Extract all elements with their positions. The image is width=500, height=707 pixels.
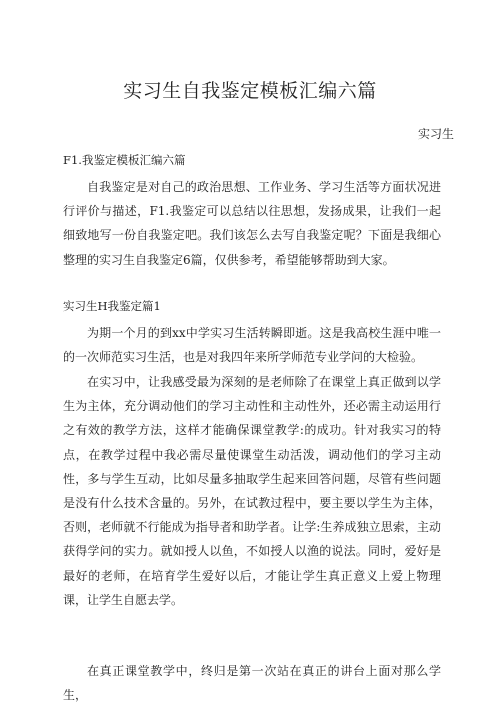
section-heading: F1.我鉴定模板汇编六篇 xyxy=(63,153,186,167)
document-title: 实习生自我鉴定模板汇编六篇 xyxy=(123,80,377,102)
body-paragraph-1: 为期一个月的到xx中学实习生活转瞬即逝。这是我高校生涯中唯一的一次师范实习生活，也是对我四年来所学师范专业学问的大检验。 xyxy=(63,326,441,365)
article-heading: 实习生H我鉴定篇1 xyxy=(63,299,161,313)
body-paragraph-3: 在真正课堂教学中，终归是第一次站在真正的讲台上面对那么学生， xyxy=(63,664,441,703)
body-paragraph-2: 在实习中，让我感受最为深刻的是老师除了在课堂上真正做到以学生为主体，充分调动他们的学习主动性和主动性外，还必需主动运用行之有效的教学方法，这样才能确保课堂教学:的成功。针对我实习的特点，在教学过程中我必需尽量使课堂生动活泼，调动他们的学习主动性，多与学生互动，比如尽量多抽取学生起来回答问题，尽管有些问题是没有什么技术含量的。另外，在试教过程中，要主要以学生为主体，否则，老师就不行能成为指导者和助学者。让学:生养成独立思索，主动获得学问的实力。就如授人以鱼，不如授人以渔的说法。同时，爱好是最好的老师，在培育学生爱好以后，才能让学生真正意义上爱上物理课，让学生自愿去学。 xyxy=(63,375,441,607)
document-author: 实习生 xyxy=(417,127,454,141)
intro-paragraph: 自我鉴定是对自己的政治思想、工作业务、学习生活等方面状况进行评价与描述，F1.我鉴定可以总结以往思想，发扬成果，让我们一起细致地写一份自我鉴定吧。我们该怎么去写自我鉴定呢？下面是我细心整理的实习生自我鉴定6篇，仅供参考，希望能够帮助到大家。 xyxy=(63,180,441,267)
